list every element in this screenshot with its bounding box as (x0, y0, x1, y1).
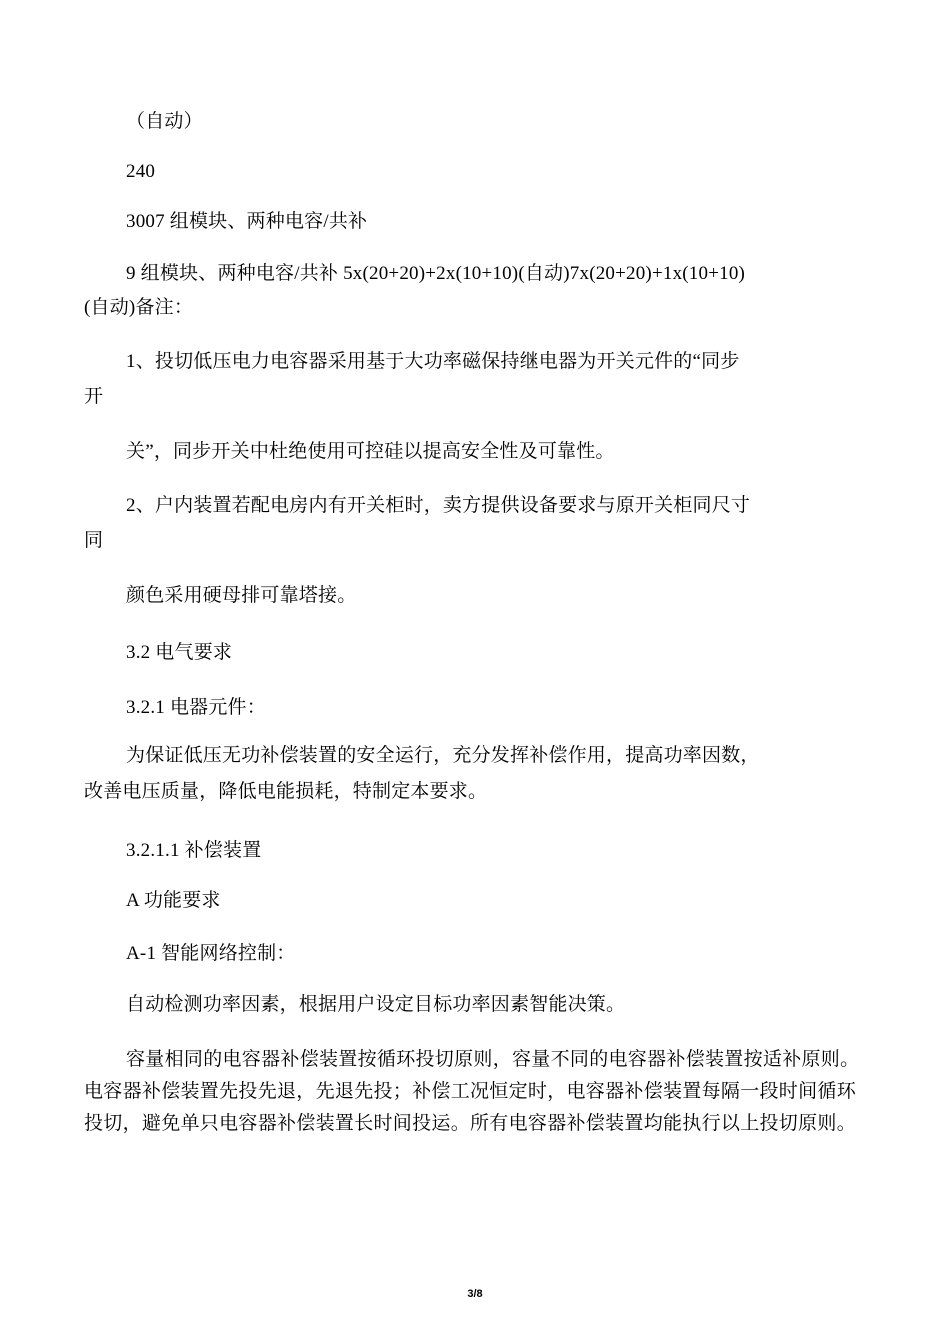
subsection-heading: 3.2.1.1 补偿装置 (126, 840, 262, 861)
text-line: 9 组模块、两种电容/共补 5x(20+20)+2x(10+10)(自动)7x(20+20)+1x(10+10) (126, 263, 746, 284)
section-heading: 3.2 电气要求 (126, 642, 233, 663)
page-number: 3/8 (467, 1288, 483, 1300)
text-line: 同 (84, 530, 104, 551)
text-line: 开 (84, 386, 104, 407)
text-line: 颜色采用硬母排可靠塔接。 (126, 585, 357, 606)
text-line: 改善电压质量，降低电能损耗，特制定本要求。 (84, 781, 488, 802)
text-line: (自动)备注： (84, 297, 194, 318)
text-line: 3007 组模块、两种电容/共补 (126, 211, 368, 232)
text-line: 关”，同步开关中杜绝使用可控硅以提高安全性及可靠性。 (126, 441, 615, 462)
text-line: （自动） (126, 111, 203, 132)
text-line: 自动检测功率因素，根据用户设定目标功率因素智能决策。 (126, 994, 626, 1015)
text-line: 1、投切低压电力电容器采用基于大功率磁保持继电器为开关元件的“同步 (126, 351, 740, 372)
text-line: 为保证低压无功补偿装置的安全运行，充分发挥补偿作用，提高功率因数， (126, 745, 760, 766)
text-line: A-1 智能网络控制： (126, 943, 296, 964)
text-line: 2、户内装置若配电房内有开关柜时，卖方提供设备要求与原开关柜同尺寸 (126, 495, 751, 516)
text-line: A 功能要求 (126, 890, 221, 911)
subsection-heading: 3.2.1 电器元件： (126, 697, 266, 718)
text-line: 240 (126, 161, 156, 182)
body-paragraph: 容量相同的电容器补偿装置按循环投切原则，容量不同的电容器补偿装置按适补原则。电容器补偿装置先投先退，先退先投；补偿工况恒定时，电容器补偿装置每隔一段时间循环投切，避免单只电容器补偿装置长时间投运。所有电容器补偿装置均能执行以上投切原则。 (84, 1049, 860, 1134)
